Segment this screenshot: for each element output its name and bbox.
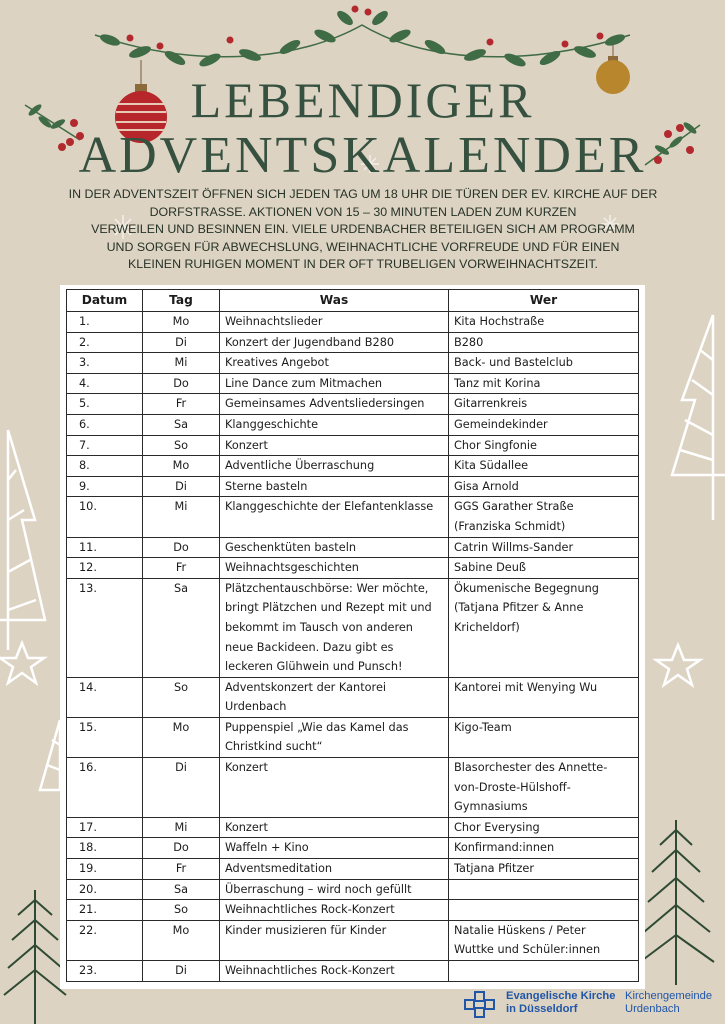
cell-wer bbox=[449, 961, 639, 982]
cell-tag: Do bbox=[143, 838, 220, 859]
table-row bbox=[67, 456, 639, 477]
table-row bbox=[67, 578, 639, 677]
cell-was-line: Line Dance zum Mitmachen bbox=[225, 376, 383, 390]
cell-wer bbox=[449, 312, 639, 333]
cell-was bbox=[220, 859, 449, 880]
cell-was-line: neue Backideen. Dazu gibt es bbox=[225, 640, 394, 654]
cell-tag: Fr bbox=[143, 558, 220, 579]
star-outline-icon bbox=[656, 645, 700, 685]
cell-datum: 11. bbox=[67, 537, 143, 558]
cell-was bbox=[220, 537, 449, 558]
cell-tag: Sa bbox=[143, 578, 220, 677]
table-row bbox=[67, 414, 639, 435]
cell-datum: 6. bbox=[67, 414, 143, 435]
cell-wer-line: Natalie Hüskens / Peter bbox=[454, 923, 586, 937]
cell-wer-line bbox=[454, 900, 633, 920]
cell-datum: 20. bbox=[67, 879, 143, 900]
cell-tag: Do bbox=[143, 537, 220, 558]
table-row bbox=[67, 717, 639, 757]
cell-wer bbox=[449, 435, 639, 456]
cell-was-line: Weihnachtsgeschichten bbox=[225, 561, 359, 575]
kg-line-2: Urdenbach bbox=[625, 1003, 680, 1015]
cell-wer bbox=[449, 497, 639, 537]
cell-was bbox=[220, 373, 449, 394]
cell-was-line: Kinder musizieren für Kinder bbox=[225, 923, 387, 937]
cell-wer-line: Gemeindekinder bbox=[454, 417, 548, 431]
cell-tag: Di bbox=[143, 476, 220, 497]
cell-tag: Sa bbox=[143, 414, 220, 435]
table-row bbox=[67, 838, 639, 859]
cell-wer-line: Wuttke und Schüler:innen bbox=[454, 943, 601, 957]
cell-was-line: Adventsmeditation bbox=[225, 862, 333, 876]
table-row bbox=[67, 758, 639, 818]
cell-tag: Mi bbox=[143, 353, 220, 374]
cell-was bbox=[220, 435, 449, 456]
cell-tag: Mo bbox=[143, 312, 220, 333]
star-outline-icon bbox=[0, 643, 44, 683]
cell-was bbox=[220, 961, 449, 982]
cell-was-line: Weihnachtliches Rock-Konzert bbox=[225, 964, 395, 977]
cell-wer bbox=[449, 920, 639, 960]
table-row bbox=[67, 879, 639, 900]
cell-wer bbox=[449, 838, 639, 859]
cell-wer-line: Tanz mit Korina bbox=[454, 376, 541, 390]
cell-datum: 9. bbox=[67, 476, 143, 497]
cell-was-line: Christkind sucht“ bbox=[225, 740, 323, 754]
column-header-wer: Wer bbox=[449, 290, 639, 312]
cell-datum: 17. bbox=[67, 817, 143, 838]
cell-datum: 22. bbox=[67, 920, 143, 960]
intro-line: UND SORGEN FÜR ABWECHSLUNG, WEIHNACHTLICHE VORFREUDE UND FÜR EINEN bbox=[106, 239, 620, 254]
cell-wer-line: Catrin Willms-Sander bbox=[454, 540, 574, 554]
table-row bbox=[67, 332, 639, 353]
cell-tag: Di bbox=[143, 332, 220, 353]
table-header-row bbox=[67, 290, 639, 312]
cell-was bbox=[220, 456, 449, 477]
cell-was-line: bekommt im Tausch von anderen bbox=[225, 620, 413, 634]
cell-wer-line: Blasorchester des Annette- bbox=[454, 761, 608, 775]
cell-was bbox=[220, 497, 449, 537]
cell-wer bbox=[449, 578, 639, 677]
cell-tag: So bbox=[143, 900, 220, 921]
cell-was-line: Konzert bbox=[225, 761, 268, 775]
cell-wer bbox=[449, 677, 639, 717]
intro-line: DORFSTRASSE. AKTIONEN VON 15 – 30 MINUTEN LADEN ZUM KURZEN bbox=[149, 204, 577, 219]
schedule-table bbox=[66, 289, 639, 982]
cell-datum: 13. bbox=[67, 578, 143, 677]
cell-was-line: Adventliche Überraschung bbox=[225, 459, 375, 473]
cell-tag: Mi bbox=[143, 497, 220, 537]
cell-wer bbox=[449, 394, 639, 415]
cell-wer bbox=[449, 859, 639, 880]
cell-was-line: Konzert bbox=[225, 820, 268, 834]
table-row bbox=[67, 312, 639, 333]
cell-tag: Mi bbox=[143, 817, 220, 838]
cell-was bbox=[220, 758, 449, 818]
cell-wer bbox=[449, 758, 639, 818]
cell-tag: Di bbox=[143, 961, 220, 982]
cell-was-line: leckeren Glühwein und Punsch! bbox=[225, 660, 403, 674]
column-header-tag: Tag bbox=[143, 290, 220, 312]
cell-wer bbox=[449, 414, 639, 435]
cell-wer-line: Tatjana Pfitzer bbox=[454, 862, 534, 876]
cell-wer bbox=[449, 373, 639, 394]
cell-wer-line: Konfirmand:innen bbox=[454, 841, 555, 855]
cell-was bbox=[220, 312, 449, 333]
cell-wer-line: B280 bbox=[454, 335, 484, 349]
cell-tag: So bbox=[143, 435, 220, 456]
cell-datum: 21. bbox=[67, 900, 143, 921]
cell-wer-line: Kita Hochstraße bbox=[454, 315, 545, 328]
table-row bbox=[67, 677, 639, 717]
cell-was bbox=[220, 838, 449, 859]
christmas-tree-outline-icon bbox=[672, 315, 725, 520]
intro-line: IN DER ADVENTSZEIT ÖFFNEN SICH JEDEN TAG UM 18 UHR DIE TÜREN DER EV. KIRCHE AUF DER bbox=[68, 187, 658, 201]
table-row bbox=[67, 920, 639, 960]
cell-was-line: Geschenktüten basteln bbox=[225, 540, 356, 554]
cell-wer-line: GGS Garather Straße bbox=[454, 500, 574, 514]
cell-datum: 2. bbox=[67, 332, 143, 353]
cell-wer-line: (Franziska Schmidt) bbox=[454, 519, 566, 533]
cell-was-line: Puppenspiel „Wie das Kamel das bbox=[225, 720, 409, 734]
table-row bbox=[67, 353, 639, 374]
cell-wer bbox=[449, 537, 639, 558]
cell-datum: 8. bbox=[67, 456, 143, 477]
cell-was-line: Konzert der Jugendband B280 bbox=[225, 335, 395, 349]
cell-wer bbox=[449, 353, 639, 374]
cell-wer-line bbox=[454, 880, 633, 900]
cell-tag: Mo bbox=[143, 456, 220, 477]
cell-wer-line bbox=[454, 961, 633, 981]
cell-wer-line: Gymnasiums bbox=[454, 800, 528, 814]
cell-wer-line: Chor Singfonie bbox=[454, 438, 537, 452]
cell-wer-line: Ökumenische Begegnung bbox=[454, 581, 599, 595]
cell-was bbox=[220, 332, 449, 353]
cell-was bbox=[220, 394, 449, 415]
cell-was-line: Weihnachtliches Rock-Konzert bbox=[225, 903, 395, 917]
cell-was bbox=[220, 879, 449, 900]
pine-tree-icon bbox=[4, 890, 66, 1024]
kirchengemeinde-text bbox=[625, 990, 712, 1016]
cell-was-line: bringt Plätzchen und Rezept mit und bbox=[225, 601, 432, 615]
cell-wer bbox=[449, 476, 639, 497]
cell-was-line: Klanggeschichte bbox=[225, 417, 319, 431]
table-row bbox=[67, 900, 639, 921]
cell-wer bbox=[449, 900, 639, 921]
cell-datum: 18. bbox=[67, 838, 143, 859]
cell-datum: 7. bbox=[67, 435, 143, 456]
cell-wer-line: Sabine Deuß bbox=[454, 561, 527, 575]
cell-wer-line: Kigo-Team bbox=[454, 720, 512, 734]
cell-datum: 15. bbox=[67, 717, 143, 757]
cell-was-line: Kreatives Angebot bbox=[225, 356, 329, 370]
ekd-cross-logo-icon bbox=[462, 990, 498, 1020]
cell-was-line: Konzert bbox=[225, 438, 268, 452]
cell-was-line: Urdenbach bbox=[225, 700, 287, 714]
table-row bbox=[67, 394, 639, 415]
cell-datum: 10. bbox=[67, 497, 143, 537]
cell-datum: 12. bbox=[67, 558, 143, 579]
page-title-line-2: ADVENTSKALENDER bbox=[78, 127, 647, 184]
cell-was-line: Weihnachtslieder bbox=[225, 315, 323, 328]
cell-datum: 23. bbox=[67, 961, 143, 982]
cell-datum: 14. bbox=[67, 677, 143, 717]
table-row bbox=[67, 961, 639, 982]
intro-line: KLEINEN RUHIGEN MOMENT IN DER OFT TRUBELIGEN VORWEIHNACHTSZEIT. bbox=[128, 257, 598, 272]
cell-datum: 1. bbox=[67, 312, 143, 333]
cell-was-line: Waffeln + Kino bbox=[225, 841, 309, 855]
cell-datum: 16. bbox=[67, 758, 143, 818]
cell-wer-line: Back- und Bastelclub bbox=[454, 356, 573, 370]
table-row bbox=[67, 859, 639, 880]
cell-was-line: Plätzchentauschbörse: Wer möchte, bbox=[225, 581, 429, 595]
ekd-line-1: Evangelische Kirche bbox=[506, 990, 616, 1002]
cell-tag: Di bbox=[143, 758, 220, 818]
cell-wer bbox=[449, 558, 639, 579]
cell-wer bbox=[449, 717, 639, 757]
table-row bbox=[67, 497, 639, 537]
cell-wer bbox=[449, 879, 639, 900]
table-row bbox=[67, 537, 639, 558]
cell-wer-line: Gisa Arnold bbox=[454, 479, 519, 493]
cell-wer bbox=[449, 332, 639, 353]
cell-was-line: Überraschung – wird noch gefüllt bbox=[225, 882, 412, 896]
column-header-was: Was bbox=[220, 290, 449, 312]
cell-was bbox=[220, 677, 449, 717]
cell-was-line: Adventskonzert der Kantorei bbox=[225, 680, 387, 694]
cell-datum: 4. bbox=[67, 373, 143, 394]
cell-tag: Sa bbox=[143, 879, 220, 900]
cell-was bbox=[220, 353, 449, 374]
cell-was bbox=[220, 717, 449, 757]
cell-datum: 5. bbox=[67, 394, 143, 415]
ekd-brand-text bbox=[506, 990, 615, 1016]
table-row bbox=[67, 558, 639, 579]
cell-was bbox=[220, 578, 449, 677]
intro-text bbox=[18, 186, 708, 274]
cell-tag: Fr bbox=[143, 394, 220, 415]
cell-was bbox=[220, 900, 449, 921]
cell-wer-line: (Tatjana Pfitzer & Anne bbox=[454, 601, 584, 615]
cell-tag: Do bbox=[143, 373, 220, 394]
cell-was bbox=[220, 414, 449, 435]
pine-tree-icon bbox=[640, 820, 714, 985]
cell-wer bbox=[449, 817, 639, 838]
cell-was-line: Klanggeschichte der Elefantenklasse bbox=[225, 500, 434, 514]
cell-wer-line: Gitarrenkreis bbox=[454, 397, 528, 411]
christmas-tree-outline-icon bbox=[40, 720, 60, 790]
table-row bbox=[67, 435, 639, 456]
cell-tag: Fr bbox=[143, 859, 220, 880]
table-body bbox=[67, 312, 639, 982]
garland-icon bbox=[95, 9, 630, 68]
column-header-datum: Datum bbox=[67, 290, 143, 312]
cell-datum: 3. bbox=[67, 353, 143, 374]
kg-line-1: Kirchengemeinde bbox=[625, 990, 713, 1002]
cell-was bbox=[220, 920, 449, 960]
ekd-line-2: in Düsseldorf bbox=[506, 1003, 578, 1015]
christmas-tree-outline-icon bbox=[0, 430, 45, 650]
cell-tag: Mo bbox=[143, 717, 220, 757]
table-row bbox=[67, 817, 639, 838]
cell-wer-line: Kricheldorf) bbox=[454, 620, 520, 634]
cell-wer-line: von-Droste-Hülshoff- bbox=[454, 780, 571, 794]
schedule-table-panel bbox=[60, 285, 645, 989]
cell-wer-line: Kita Südallee bbox=[454, 459, 529, 473]
cell-was-line: Gemeinsames Adventsliedersingen bbox=[225, 397, 425, 411]
cell-was bbox=[220, 476, 449, 497]
cell-wer-line: Kantorei mit Wenying Wu bbox=[454, 680, 598, 694]
intro-line: VERWEILEN UND BESINNEN EIN. VIELE URDENBACHER BETEILIGEN SICH AM PROGRAMM bbox=[91, 222, 635, 237]
cell-was bbox=[220, 558, 449, 579]
cell-was bbox=[220, 817, 449, 838]
cell-wer-line: Chor Everysing bbox=[454, 820, 540, 834]
cell-datum: 19. bbox=[67, 859, 143, 880]
table-row bbox=[67, 476, 639, 497]
cell-was-line: Sterne basteln bbox=[225, 479, 308, 493]
cell-tag: So bbox=[143, 677, 220, 717]
table-row bbox=[67, 373, 639, 394]
cell-wer bbox=[449, 456, 639, 477]
page-title-line-1: LEBENDIGER bbox=[190, 72, 535, 128]
cell-tag: Mo bbox=[143, 920, 220, 960]
